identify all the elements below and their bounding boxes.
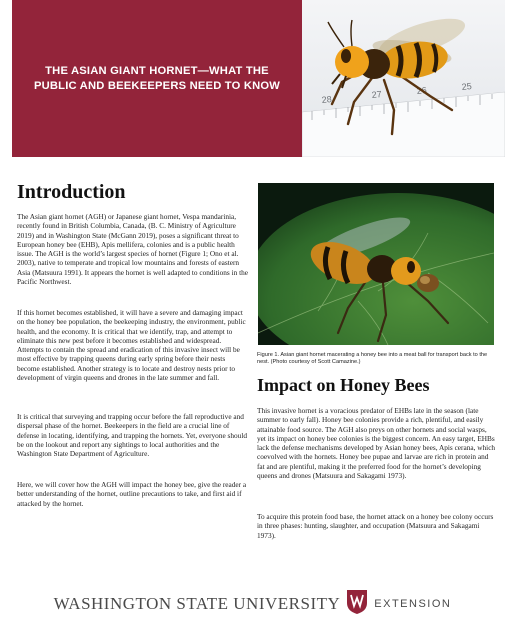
ruler-number: 26 bbox=[416, 84, 428, 96]
figure-caption: Figure 1. Asian giant hornet macerating a honey bee into a meat ball for transport back to the nest. (Photo courtesy of Scott Camazine.) bbox=[257, 352, 488, 366]
impact-paragraph: To acquire this protein food base, the hornet attack on a honey bee colony occurs in three phases: hunting, slaughter, and occupation (Matsuura and Sakagami 1973). bbox=[257, 512, 494, 540]
introduction-heading: Introduction bbox=[17, 181, 126, 203]
university-name: WASHINGTON STATE UNIVERSITY bbox=[53, 594, 341, 613]
wsu-logo bbox=[346, 589, 368, 620]
document-title: THE ASIAN GIANT HORNET—WHAT THE PUBLIC AND BEEKEEPERS NEED TO KNOW bbox=[33, 64, 281, 92]
introduction-paragraph: Here, we will cover how the AGH will impact the honey bee, give the reader a better understanding of the hornet, outline precautions to take, and first aid if attacked by the hornet. bbox=[17, 480, 247, 508]
ruler-number: 27 bbox=[371, 88, 383, 100]
footer bbox=[0, 589, 505, 619]
introduction-paragraph: The Asian giant hornet (AGH) or Japanese giant hornet, Vespa mandarinia, recently found in British Columbia, Canada, (B. C. Ministry of Agriculture 2019) and in Washington State (McGann 2019), poses a significant threat to European honey bee (EHB), Apis mellifera, colonies and is a public health issue. The AGH is the world’s largest species of hornet (Figure 1; Ono et al. 2003), native to temperate and tropical low mountains and forests of eastern Asia (Matsuura 1991). It appears the hornet is well adapted to conditions in the Pacific Northwest. bbox=[17, 212, 249, 287]
hornet-honeybee-photo bbox=[258, 183, 494, 345]
impact-paragraph: This invasive hornet is a voracious predator of EHBs late in the season (late summer to early fall). Honey bee colonies provide a rich, plentiful, and easily attainable food source. The AGH also preys on other hornets and social wasps, yet its impact on honey bee colonies is the biggest concern. An easy target, EHBs lack the defense mechanisms developed by Asian honey bees, Apis cerana, which coevolved with the hornets. Honey bee pupae and larvae are rich in protein and fat and are plentiful, making it the preferred food for the hornet’s developing queens and drones (Matsuura and Sakagami 1973). bbox=[257, 406, 496, 481]
impact-heading: Impact on Honey Bees bbox=[257, 375, 430, 395]
ruler-number: 25 bbox=[461, 80, 473, 92]
hornet-ruler-photo bbox=[302, 0, 505, 157]
ruler-number: 28 bbox=[321, 93, 333, 105]
introduction-paragraph: If this hornet becomes established, it will have a severe and damaging impact on the honey bee population, the beekeeping industry, the environment, public health, and the economy. It is critical that we identify, trap, and attempt to eliminate this new pest before it becomes established and widespread. Attempts to contain the spread and eradication of this invasive insect will be most effective by trapping queens during early spring before their nests become established. Another strategy is to locate and destroy nests prior to development of virgin queens and drones in the late summer and fall. bbox=[17, 308, 246, 383]
extension-label: EXTENSION bbox=[374, 598, 452, 610]
title-banner bbox=[12, 0, 302, 157]
introduction-paragraph: It is critical that surveying and trapping occur before the fall reproductive and dispersal phase of the hornet. Beekeepers in the field are a crucial line of defense in locating, identifying, and trapping the hornets. Yet, everyone should be on the lookout and report any sightings to local authorities and the Washington State Department of Agriculture. bbox=[17, 412, 248, 459]
